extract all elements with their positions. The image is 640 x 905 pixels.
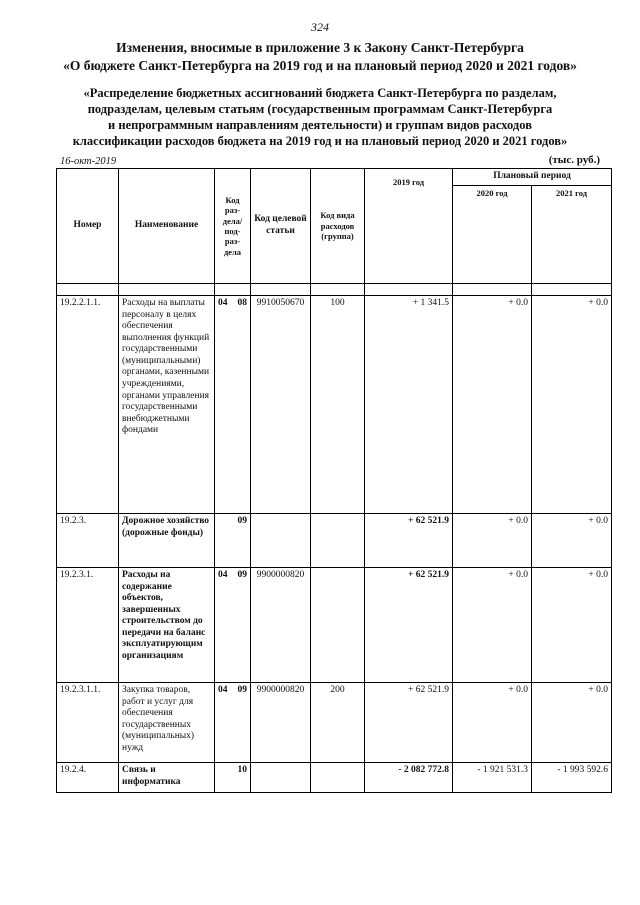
table-row	[57, 514, 612, 568]
subtitle-line1: «Распределение бюджетных ассигнований бюджета Санкт-Петербурга по разделам,	[83, 86, 557, 100]
row-number: 19.2.4.	[57, 763, 119, 793]
table-row	[57, 683, 612, 763]
header-year-2021: 2021 год	[532, 185, 612, 283]
table-row	[57, 296, 612, 514]
row-number: 19.2.2.1.1.	[57, 296, 119, 514]
row-value-2019: - 2 082 772.8	[365, 763, 453, 793]
row-subsection: 10	[237, 765, 247, 775]
row-value-2019: + 62 521.9	[365, 568, 453, 683]
row-section: 04	[218, 570, 228, 580]
units-label: (тыс. руб.)	[548, 154, 600, 166]
document-date: 16-окт-2019	[60, 156, 117, 167]
row-value-2020: + 0.0	[453, 296, 532, 514]
row-value-2021: + 0.0	[532, 683, 612, 763]
subtitle-line3: и непрограммным направлениям деятельности) и группам видов расходов	[108, 118, 532, 132]
row-expense-type	[311, 514, 365, 568]
row-value-2020: + 0.0	[453, 568, 532, 683]
row-subsection: 09	[237, 516, 247, 526]
header-year-2020: 2020 год	[453, 185, 532, 283]
row-value-2020: + 0.0	[453, 514, 532, 568]
document-title-line2: «О бюджете Санкт-Петербурга на 2019 год и на плановый период 2020 и 2021 годов»	[63, 58, 577, 73]
header-target-code: Код целевой статьи	[251, 169, 311, 284]
row-subsection: 09	[237, 570, 247, 580]
row-subsection: 08	[237, 298, 247, 308]
row-target-code: 9900000820	[251, 683, 311, 763]
row-section-code	[215, 763, 251, 793]
header-planned-period: Плановый период	[453, 169, 612, 186]
row-number: 19.2.3.1.1.	[57, 683, 119, 763]
row-number: 19.2.3.	[57, 514, 119, 568]
row-expense-type	[311, 568, 365, 683]
row-subsection: 09	[237, 685, 247, 695]
page-number: 324	[311, 20, 329, 34]
header-year-2019: 2019 год	[365, 169, 453, 284]
row-section-code	[215, 568, 251, 683]
row-value-2020: - 1 921 531.3	[453, 763, 532, 793]
row-expense-type: 200	[311, 683, 365, 763]
row-section-code	[215, 683, 251, 763]
row-section-code	[215, 296, 251, 514]
row-name: Расходы на выплаты персоналу в целях обеспечения выполнения функций государственными (муниципальными) органами, казенными учреждениями, органами управления государственными внебюджетными фондами	[119, 296, 215, 514]
row-value-2021: - 1 993 592.6	[532, 763, 612, 793]
row-section: 04	[218, 685, 228, 695]
row-target-code	[251, 514, 311, 568]
budget-table	[56, 168, 612, 793]
row-target-code: 9900000820	[251, 568, 311, 683]
row-target-code: 9910050670	[251, 296, 311, 514]
row-name: Расходы на содержание объектов, завершенных строительством до передачи на баланс эксплуатирующим организациям	[119, 568, 215, 683]
subtitle-line2: подразделам, целевым статьям (государственным программам Санкт-Петербурга	[87, 102, 553, 116]
row-name: Закупка товаров, работ и услуг для обеспечения государственных (муниципальных) нужд	[119, 683, 215, 763]
row-expense-type: 100	[311, 296, 365, 514]
table-row	[57, 568, 612, 683]
row-name: Связь и информатика	[119, 763, 215, 793]
row-number: 19.2.3.1.	[57, 568, 119, 683]
row-value-2020: + 0.0	[453, 683, 532, 763]
row-value-2019: + 62 521.9	[365, 683, 453, 763]
row-value-2021: + 0.0	[532, 514, 612, 568]
header-section-code: Код раз-дела/ под-раз-дела	[215, 169, 251, 284]
row-value-2021: + 0.0	[532, 296, 612, 514]
row-section-code	[215, 514, 251, 568]
row-value-2019: + 62 521.9	[365, 514, 453, 568]
row-target-code	[251, 763, 311, 793]
table-row	[57, 763, 612, 793]
row-name: Дорожное хозяйство (дорожные фонды)	[119, 514, 215, 568]
row-section: 04	[218, 298, 228, 308]
row-value-2021: + 0.0	[532, 568, 612, 683]
header-expense-type-code: Код вида расходов (группа)	[311, 169, 365, 284]
document-title-line1: Изменения, вносимые в приложение 3 к Закону Санкт-Петербурга	[116, 40, 524, 55]
header-number: Номер	[57, 169, 119, 284]
subtitle-line4: классификации расходов бюджета на 2019 год и на плановый период 2020 и 2021 годов»	[72, 134, 568, 148]
row-expense-type	[311, 763, 365, 793]
header-name: Наименование	[119, 169, 215, 284]
row-value-2019: + 1 341.5	[365, 296, 453, 514]
